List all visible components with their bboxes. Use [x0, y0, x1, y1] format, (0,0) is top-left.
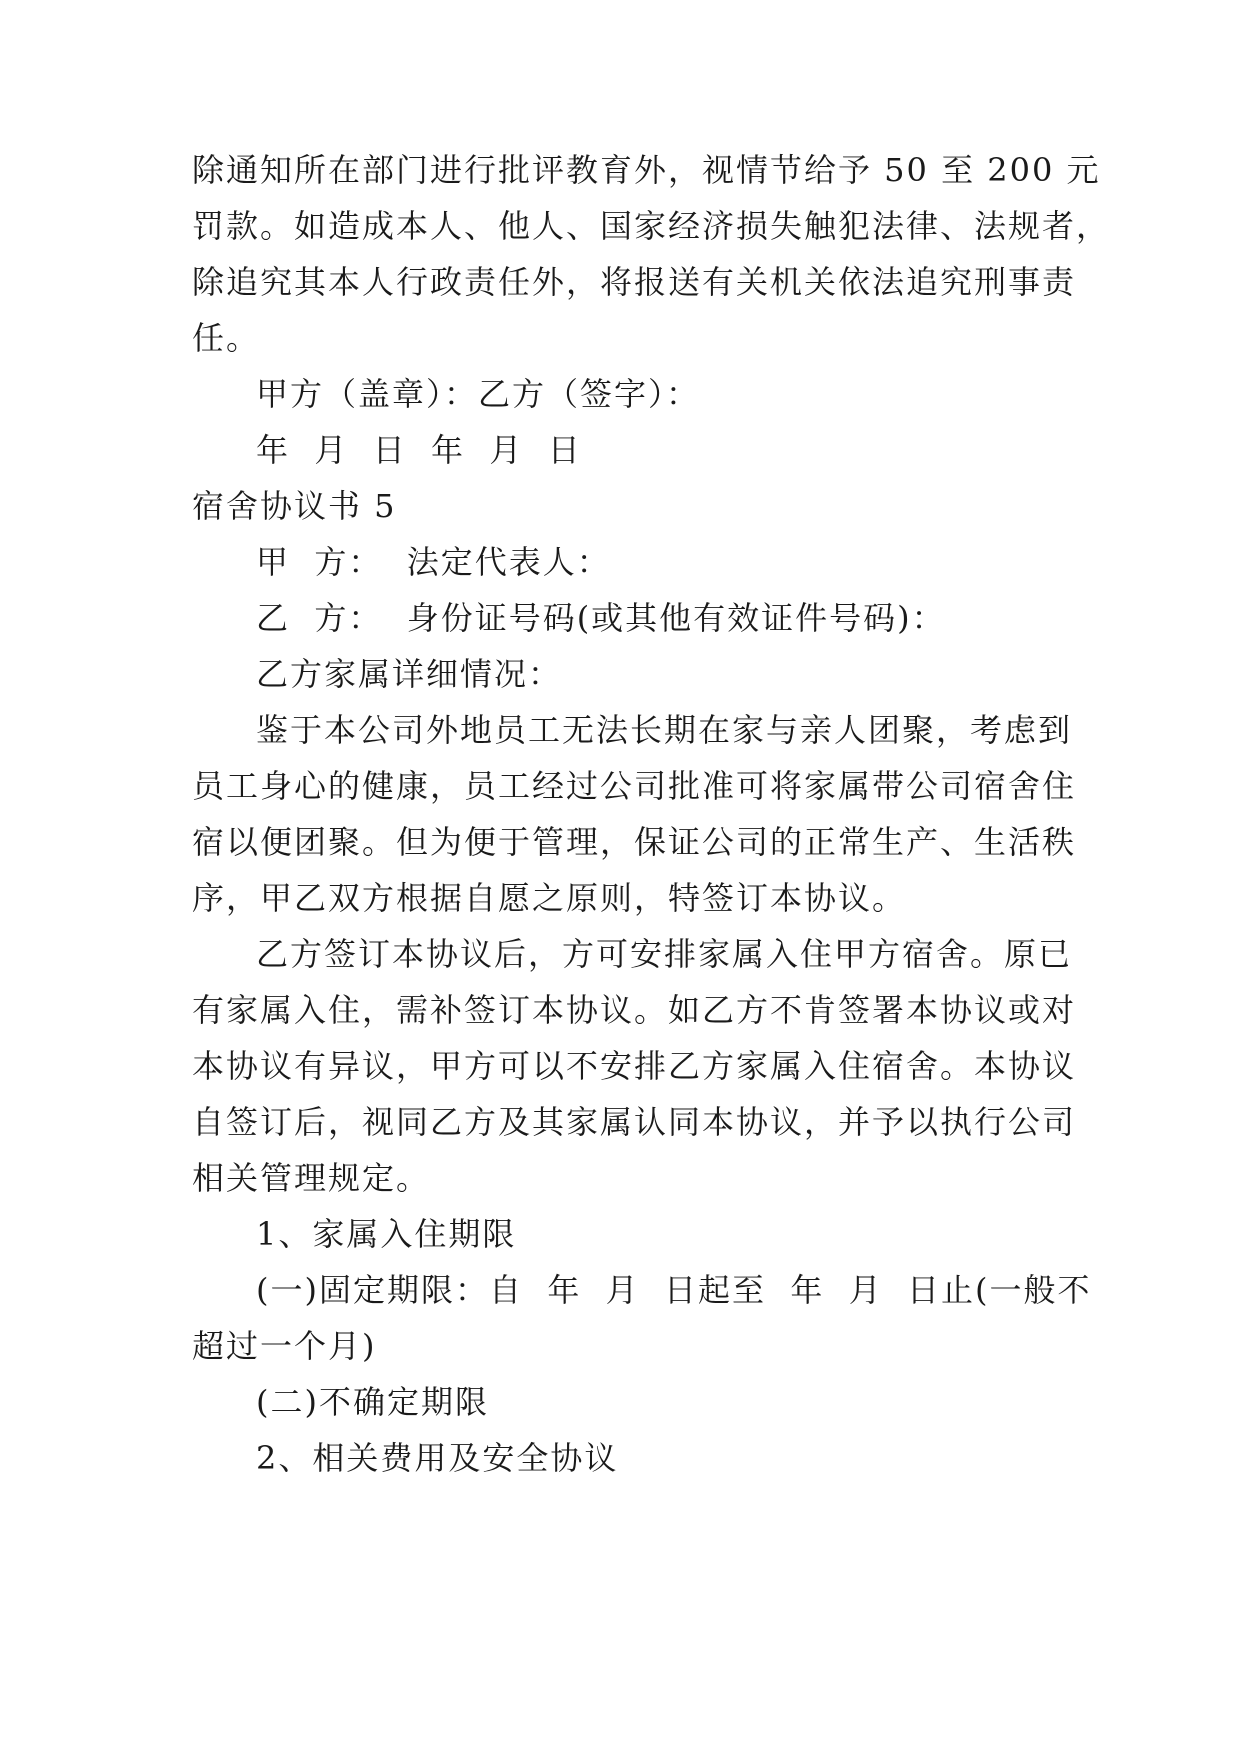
paragraph-line: 除追究其本人行政责任外，将报送有关机关依法追究刑事责: [192, 263, 1077, 301]
paragraph-line: 员工身心的健康，员工经过公司批准可将家属带公司宿舍住: [192, 767, 1077, 805]
family-details-line: 乙方家属详细情况：: [256, 655, 563, 693]
party-b-line: 乙 方： 身份证号码(或其他有效证件号码)：: [256, 599, 946, 637]
signature-parties-line: 甲方（盖章）：乙方（签字）：: [256, 375, 701, 413]
clause-heading: 1、家属入住期限: [256, 1215, 517, 1253]
paragraph-line: 罚款。如造成本人、他人、国家经济损失触犯法律、法规者，: [192, 207, 1111, 245]
signature-date-line: 年 月 日 年 月 日: [256, 431, 582, 469]
clause-heading: 2、相关费用及安全协议: [256, 1439, 619, 1477]
section-title: 宿舍协议书 5: [192, 487, 397, 525]
clause-line: (二)不确定期限: [256, 1383, 489, 1421]
clause-line: (一)固定期限：自 年 月 日起至 年 月 日止(一般不: [256, 1271, 1092, 1309]
party-a-line: 甲 方： 法定代表人：: [256, 543, 611, 581]
paragraph-line: 鉴于本公司外地员工无法长期在家与亲人团聚，考虑到: [256, 711, 1073, 749]
paragraph-line: 除通知所在部门进行批评教育外，视情节给予 50 至 200 元: [192, 151, 1101, 189]
paragraph-line: 有家属入住，需补签订本协议。如乙方不肯签署本协议或对: [192, 991, 1077, 1029]
paragraph-line: 相关管理规定。: [192, 1159, 431, 1197]
paragraph-line: 任。: [192, 319, 261, 357]
paragraph-line: 宿以便团聚。但为便于管理，保证公司的正常生产、生活秩: [192, 823, 1077, 861]
clause-line: 超过一个月): [192, 1327, 377, 1365]
paragraph-line: 自签订后，视同乙方及其家属认同本协议，并予以执行公司: [192, 1103, 1077, 1141]
paragraph-line: 乙方签订本协议后，方可安排家属入住甲方宿舍。原已: [256, 935, 1073, 973]
paragraph-line: 本协议有异议，甲方可以不安排乙方家属入住宿舍。本协议: [192, 1047, 1077, 1085]
paragraph-line: 序，甲乙双方根据自愿之原则，特签订本协议。: [192, 879, 907, 917]
